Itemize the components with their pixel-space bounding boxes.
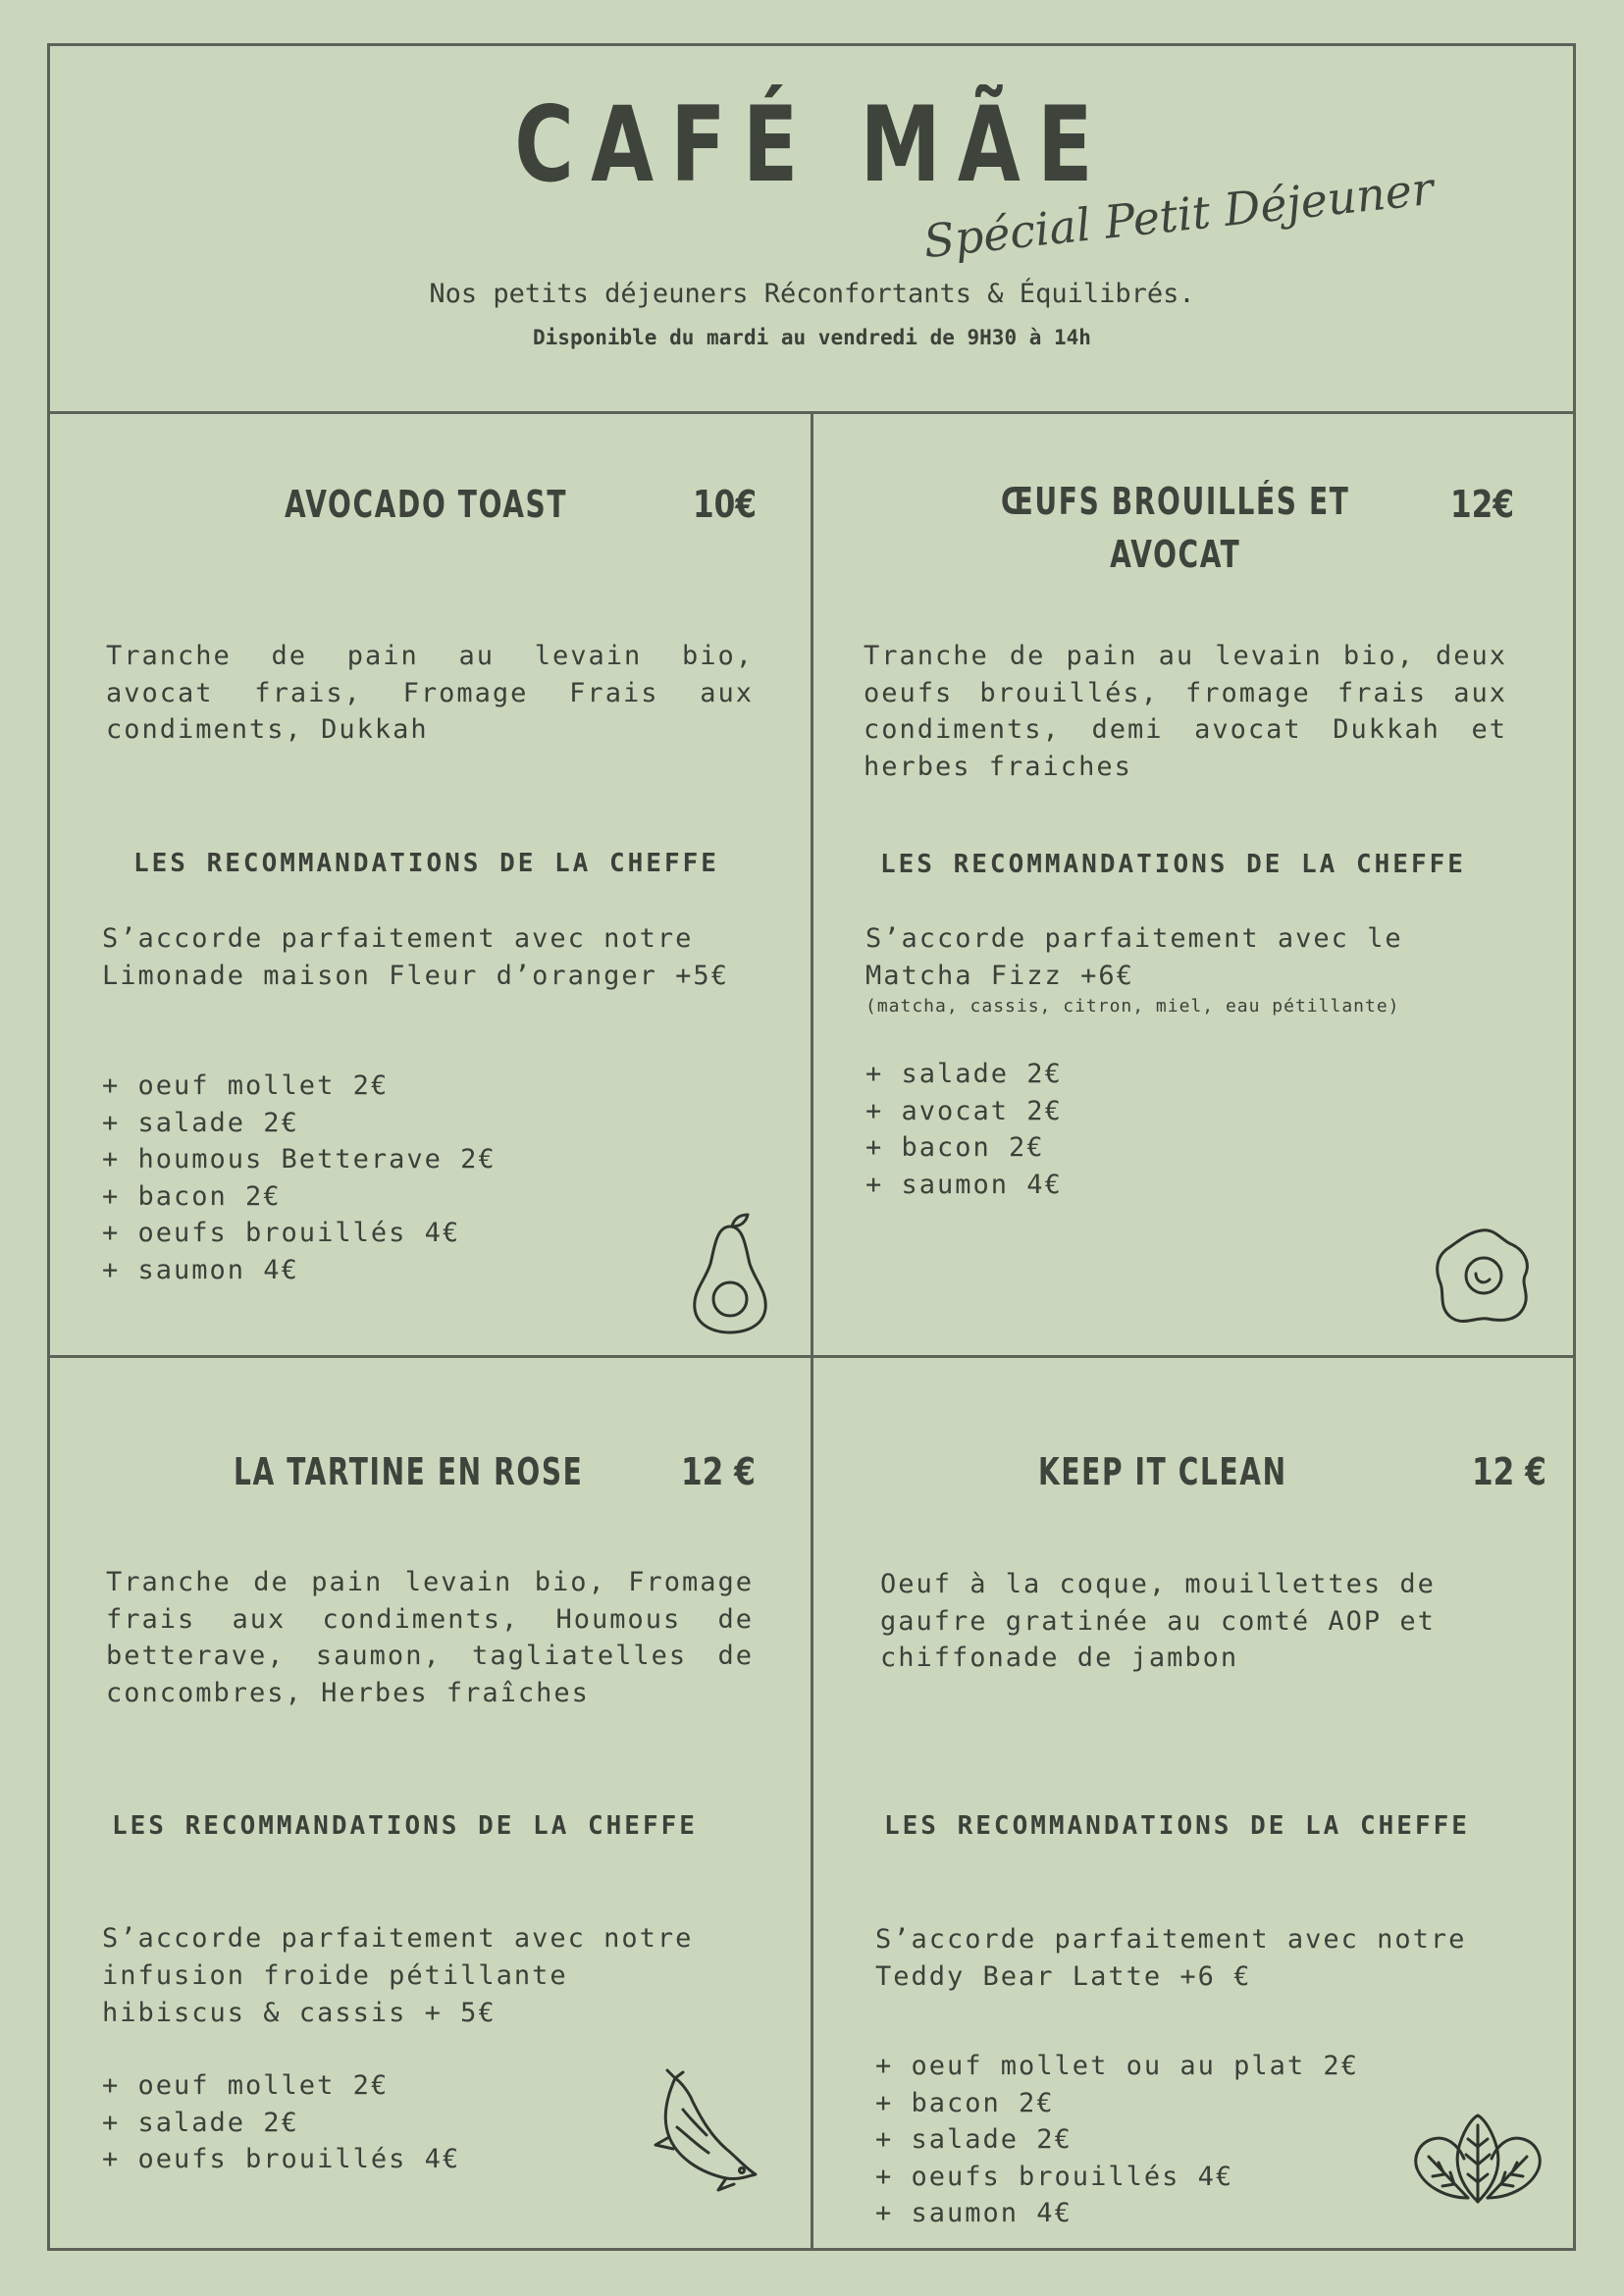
item-price: 12€: [1450, 483, 1515, 526]
item-description: Oeuf à la coque, mouillettes de gaufre gratinée au comté AOP et chiffonade de jambon: [880, 1569, 1436, 1673]
pairing-note: (matcha, cassis, citron, miel, eau pétillante): [865, 996, 1400, 1017]
list-item: + oeufs brouillés 4€: [875, 2161, 1234, 2192]
list-item: + saumon 4€: [875, 2198, 1073, 2228]
column-divider: [811, 413, 813, 2251]
spinach-leaves-icon: [1409, 2108, 1546, 2206]
pairing-text: [875, 1921, 1562, 1996]
extras-list: [102, 1068, 497, 1288]
list-item: + oeufs brouillés 4€: [102, 1218, 461, 1248]
item-description: Tranche de pain levain bio, Fromage frais aux condiments, Houmous de betterave, saumon, tagliatelles de concombres, Herbes fraîches: [106, 1567, 754, 1708]
pairing-line: Teddy Bear Latte +6 €: [875, 1961, 1252, 1992]
pairing-line: S’accorde parfaitement avec notre: [102, 1923, 694, 1954]
item-description: Tranche de pain au levain bio, avocat frais, Fromage Frais aux condiments, Dukkah: [106, 641, 754, 745]
pairing-line: S’accorde parfaitement avec notre: [102, 923, 694, 954]
extras-list: [865, 1056, 1063, 1203]
list-item: + salade 2€: [875, 2124, 1073, 2155]
list-item: + avocat 2€: [865, 1095, 1063, 1126]
list-item: + houmous Betterave 2€: [102, 1144, 497, 1174]
recommendation-heading: LES RECOMMANDATIONS DE LA CHEFFE: [884, 1811, 1470, 1841]
brand-title: CAFÉ MÃE: [514, 84, 1110, 205]
item-title: KEEP IT CLEAN: [1038, 1450, 1287, 1493]
pairing-text: [865, 920, 1552, 1018]
pairing-line: Matcha Fizz +6€: [865, 961, 1134, 991]
item-price: 12 €: [681, 1450, 756, 1493]
extras-list: [875, 2048, 1359, 2232]
pairing-line: hibiscus & cassis + 5€: [102, 1998, 497, 2028]
pairing-line: S’accorde parfaitement avec notre: [875, 1924, 1467, 1955]
fried-egg-icon: [1433, 1225, 1535, 1329]
list-item: + salade 2€: [102, 2107, 299, 2138]
pairing-text: [102, 1920, 809, 2032]
tagline: Nos petits déjeuners Réconfortants & Équilibrés.: [429, 279, 1195, 309]
list-item: + saumon 4€: [865, 1169, 1063, 1200]
script-subtitle: Spécial Petit Déjeuner: [920, 161, 1437, 269]
list-item: + bacon 2€: [865, 1132, 1045, 1163]
fish-icon: [648, 2066, 765, 2194]
extras-list: [102, 2067, 460, 2178]
list-item: + oeuf mollet ou au plat 2€: [875, 2051, 1359, 2081]
availability: Disponible du mardi au vendredi de 9H30 à 14h: [533, 326, 1091, 349]
pairing-line: infusion froide pétillante: [102, 1960, 568, 1991]
recommendation-heading: LES RECOMMANDATIONS DE LA CHEFFE: [112, 1811, 698, 1841]
list-item: + oeuf mollet 2€: [102, 2070, 390, 2101]
avocado-icon: [687, 1209, 775, 1336]
list-item: + saumon 4€: [102, 1254, 299, 1285]
list-item: + salade 2€: [865, 1059, 1063, 1089]
list-item: + bacon 2€: [102, 1180, 282, 1212]
list-item: + bacon 2€: [875, 2087, 1055, 2118]
list-item: + oeuf mollet 2€: [102, 1070, 390, 1101]
pairing-line: Limonade maison Fleur d’oranger +5€: [102, 961, 729, 991]
item-title: LA TARTINE EN ROSE: [234, 1450, 584, 1493]
item-title: AVOCADO TOAST: [285, 483, 568, 526]
item-title-line: ŒUFS BROUILLÉS ET: [1001, 480, 1350, 523]
item-title-line: AVOCAT: [1110, 533, 1241, 576]
recommendation-heading: LES RECOMMANDATIONS DE LA CHEFFE: [880, 850, 1466, 879]
recommendation-heading: LES RECOMMANDATIONS DE LA CHEFFE: [133, 849, 719, 878]
pairing-text: [102, 920, 809, 995]
item-title: [1001, 475, 1350, 581]
pairing-line: S’accorde parfaitement avec le: [865, 923, 1403, 954]
item-description: Tranche de pain au levain bio, deux oeufs brouillés, fromage frais aux condiments, demi avocat Dukkah et herbes fraiches: [864, 641, 1507, 782]
item-price: 10€: [693, 483, 758, 526]
list-item: + oeufs brouillés 4€: [102, 2144, 461, 2174]
list-item: + salade 2€: [102, 1107, 299, 1138]
item-price: 12 €: [1472, 1450, 1546, 1493]
